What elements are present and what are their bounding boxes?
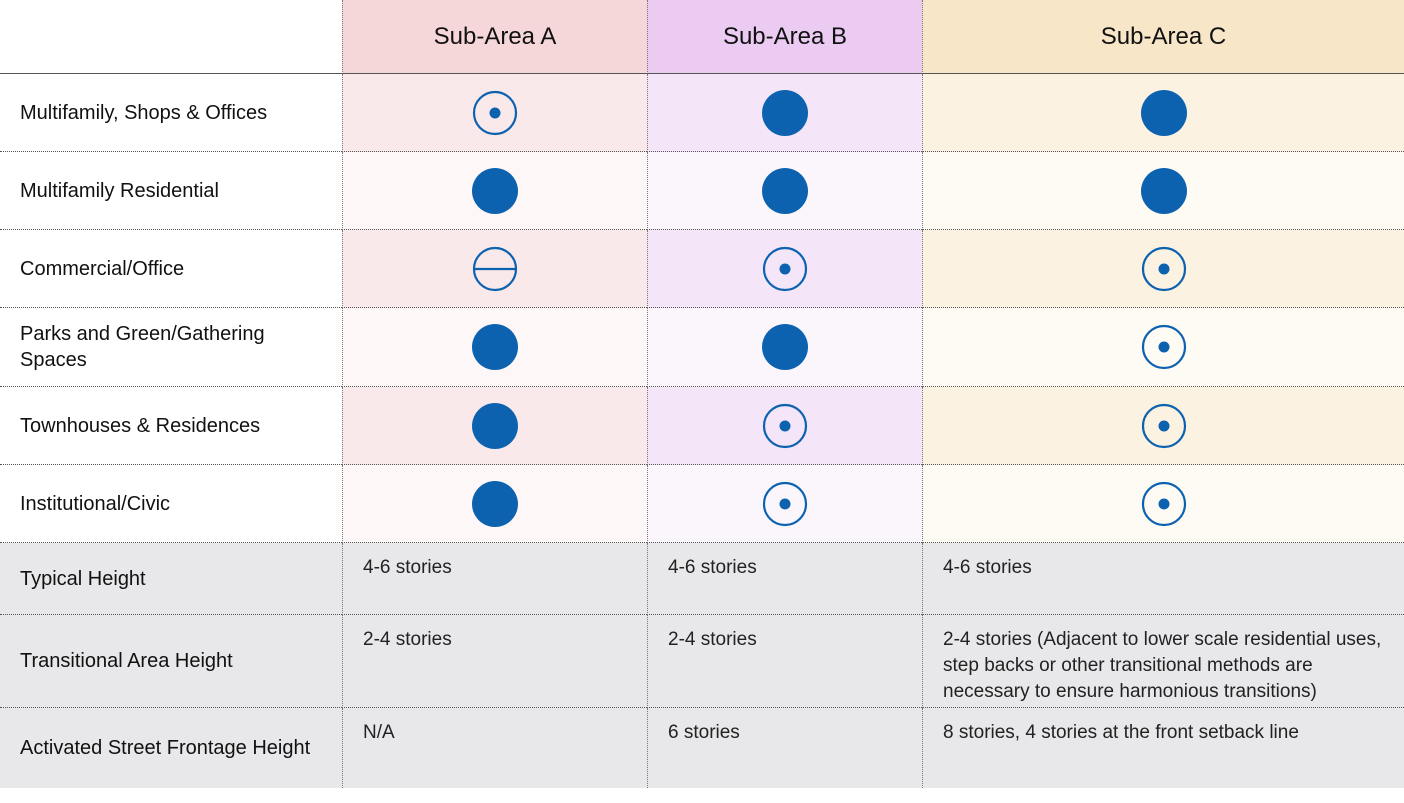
filled-circle-icon [470,401,520,451]
metric-value: 4-6 stories [922,543,1404,615]
symbol-cell [342,465,647,543]
metric-value: 2-4 stories (Adjacent to lower scale residential uses, step backs or other transitional methods are necessary to ensure harmonious transitions) [922,615,1404,708]
metric-value: 4-6 stories [342,543,647,615]
circled-dot-icon [760,401,810,451]
symbol-cell [922,308,1404,387]
symbol-cell [922,387,1404,465]
row-label: Parks and Green/Gathering Spaces [0,308,342,387]
symbol-cell [342,387,647,465]
header-sub-area-c: Sub-Area C [922,0,1404,74]
header-sub-area-a: Sub-Area A [342,0,647,74]
metric-value: 2-4 stories [342,615,647,708]
metric-value: 6 stories [647,708,922,788]
row-label: Multifamily Residential [0,152,342,230]
symbol-cell [922,230,1404,308]
circled-dot-icon [1139,244,1189,294]
symbol-cell [647,152,922,230]
filled-circle-icon [470,322,520,372]
header-sub-area-b: Sub-Area B [647,0,922,74]
metric-value: N/A [342,708,647,788]
circled-dot-icon [1139,401,1189,451]
symbol-cell [647,465,922,543]
row-label: Townhouses & Residences [0,387,342,465]
metric-value: 4-6 stories [647,543,922,615]
row-label: Activated Street Frontage Height [0,708,342,788]
filled-circle-icon [470,479,520,529]
metric-value: 2-4 stories [647,615,922,708]
circled-dot-icon [1139,479,1189,529]
circled-dot-icon [760,479,810,529]
symbol-cell [647,308,922,387]
filled-circle-icon [760,322,810,372]
symbol-cell [922,74,1404,152]
row-label: Transitional Area Height [0,615,342,708]
row-label: Commercial/Office [0,230,342,308]
row-label: Institutional/Civic [0,465,342,543]
row-label: Typical Height [0,543,342,615]
filled-circle-icon [760,166,810,216]
symbol-cell [647,74,922,152]
metric-value: 8 stories, 4 stories at the front setback line [922,708,1404,788]
symbol-cell [342,308,647,387]
symbol-cell [342,152,647,230]
row-label: Multifamily, Shops & Offices [0,74,342,152]
filled-circle-icon [1139,88,1189,138]
symbol-cell [922,152,1404,230]
symbol-cell [342,230,647,308]
symbol-cell [342,74,647,152]
symbol-cell [922,465,1404,543]
symbol-cell [647,230,922,308]
circled-dot-icon [760,244,810,294]
circled-dot-icon [470,88,520,138]
circled-dot-icon [1139,322,1189,372]
filled-circle-icon [470,166,520,216]
circled-bar-icon [470,244,520,294]
header-corner [0,0,342,74]
filled-circle-icon [760,88,810,138]
symbol-cell [647,387,922,465]
filled-circle-icon [1139,166,1189,216]
